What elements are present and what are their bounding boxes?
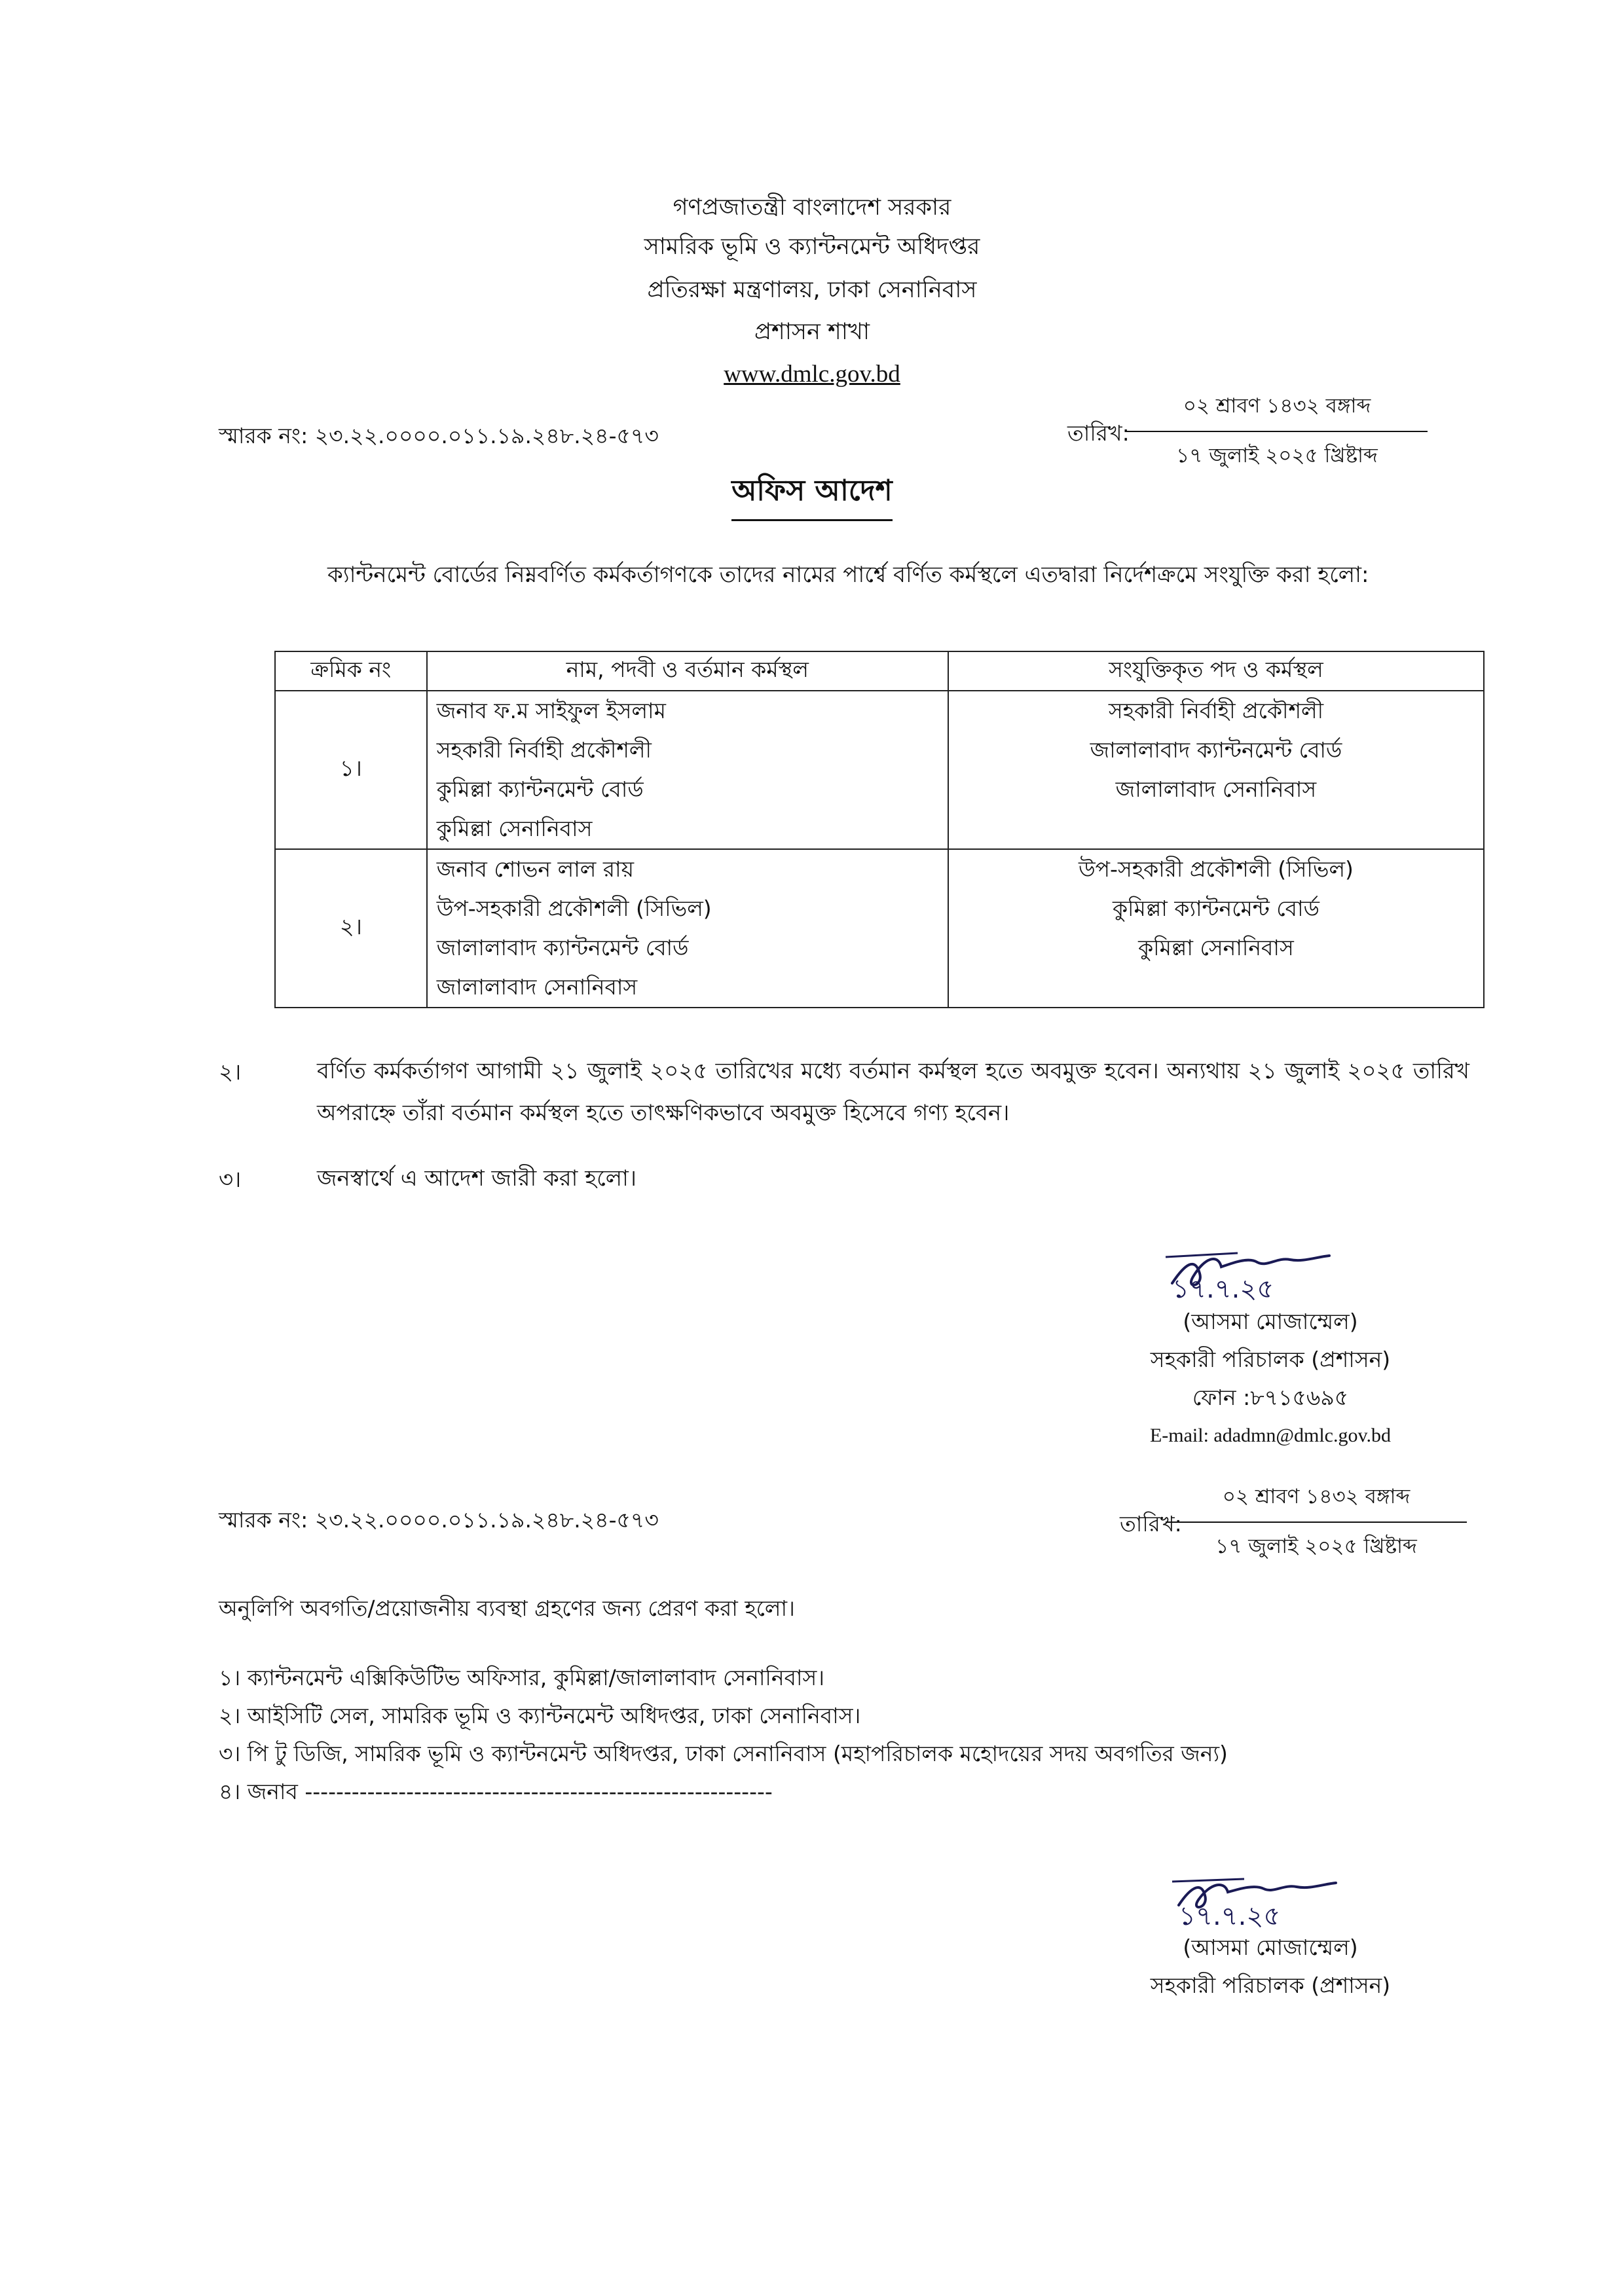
row-serial: ২। — [275, 849, 427, 1008]
attached-cantonment: জালালাবাদ সেনানিবাস — [1115, 776, 1317, 802]
table-row — [275, 691, 1484, 849]
col-header-current: নাম, পদবী ও বর্তমান কর্মস্থল — [427, 651, 948, 691]
header-section: প্রশাসন শাখা — [754, 319, 870, 345]
current-board: জালালাবাদ ক্যান্টনমেন্ট বোর্ড — [436, 935, 689, 960]
list-item: ১। ক্যান্টনমেন্ট এক্সিকিউটিভ অফিসার, কুমিল্লা/জালালাবাদ সেনানিবাস। — [219, 1665, 825, 1690]
list-item: ৪। জনাব ------------------------------------------------------------ — [219, 1779, 773, 1804]
row-serial: ১। — [275, 691, 427, 849]
row-attached-cell — [948, 849, 1484, 1008]
date-label: তারিখ: — [1067, 420, 1130, 446]
col-header-serial: ক্রমিক নং — [275, 651, 427, 691]
date-english: ১৭ জুলাই ২০২৫ খ্রিষ্টাব্দ — [1176, 444, 1378, 467]
col-header-attached: সংযুক্তিকৃত পদ ও কর্মস্থল — [948, 651, 1484, 691]
header-government: গণপ্রজাতন্ত্রী বাংলাদেশ সরকার — [673, 194, 951, 221]
current-name: জনাব ফ.ম সাইফুল ইসলাম — [436, 698, 666, 723]
point-text: জনস্বার্থে এ আদেশ জারী করা হলো। — [317, 1165, 637, 1192]
signature-block-1 — [1087, 1303, 1454, 1455]
attached-board: জালালাবাদ ক্যান্টনমেন্ট বোর্ড — [1090, 737, 1342, 763]
current-name: জনাব শোভন লাল রায় — [436, 856, 635, 882]
signatory-designation: সহকারী পরিচালক (প্রশাসন) — [1150, 1973, 1391, 1998]
row-attached-cell — [948, 691, 1484, 849]
intro-paragraph: ক্যান্টনমেন্ট বোর্ডের নিম্নবর্ণিত কর্মকর্তাগণকে তাদের নামের পার্শ্বে বর্ণিত কর্মস্থলে এতদ্বারা নির্দেশক্রমে সংযুক্তি করা হলো: — [327, 562, 1369, 588]
table-row — [275, 849, 1484, 1008]
point-number: ২। — [219, 1059, 242, 1085]
assignment-table — [274, 651, 1485, 1008]
handwritten-date: ১৭.৭.২৫ — [1172, 1274, 1274, 1303]
signatory-name: (আসমা মোজাম্মেল) — [1183, 1935, 1358, 1960]
signature-block-2 — [1087, 1929, 1454, 2005]
point-text: বর্ণিত কর্মকর্তাগণ আগামী ২১ জুলাই ২০২৫ তারিখের মধ্যে বর্তমান কর্মস্থল হতে অবমুক্ত হবেন। অন্যথায় ২১ জুলাই ২০২৫ তারিখ অপরাহ্নে তাঁরা বর্তমান কর্মস্থল হতে তাৎক্ষণিকভাবে অবমুক্ত হিসেবে গণ্য হবেন। — [317, 1058, 1469, 1126]
table-header-row — [275, 651, 1484, 691]
handwritten-signature — [1159, 1237, 1369, 1303]
page-title: অফিস আদেশ — [731, 469, 892, 521]
list-item: ২। আইসিটি সেল, সামরিক ভূমি ও ক্যান্টনমেন্ট অধিদপ্তর, ঢাকা সেনানিবাস। — [219, 1703, 861, 1728]
copy-list — [219, 1659, 1228, 1811]
attached-cantonment: কুমিল্লা সেনানিবাস — [1138, 935, 1294, 960]
copy-intro: অনুলিপি অবগতি/প্রয়োজনীয় ব্যবস্থা গ্রহণের জন্য প্রেরণ করা হলো। — [219, 1595, 795, 1621]
signatory-phone: ফোন :৮৭১৫৬৯৫ — [1192, 1385, 1349, 1410]
signatory-designation: সহকারী পরিচালক (প্রশাসন) — [1150, 1347, 1391, 1372]
memo-number-2: স্মারক নং: ২৩.২২.০০০০.০১১.১৯.২৪৮.২৪-৫৭৩ — [219, 1507, 659, 1533]
date-english: ১৭ জুলাই ২০২৫ খ্রিষ্টাব্দ — [1215, 1535, 1417, 1558]
handwritten-date: ১৭.৭.২৫ — [1179, 1901, 1281, 1931]
current-cantonment: কুমিল্লা সেনানিবাস — [436, 816, 593, 841]
signatory-email: E-mail: adadmn@dmlc.gov.bd — [1149, 1425, 1392, 1446]
current-designation: সহকারী নির্বাহী প্রকৌশলী — [436, 737, 652, 763]
memo-number: স্মারক নং: ২৩.২২.০০০০.০১১.১৯.২৪৮.২৪-৫৭৩ — [219, 423, 659, 448]
attached-board: কুমিল্লা ক্যান্টনমেন্ট বোর্ড — [1112, 896, 1320, 921]
website-link[interactable]: www.dmlc.gov.bd — [724, 361, 900, 388]
date-bangla: ০২ শ্রাবণ ১৪৩২ বঙ্গাব্দ — [1166, 1481, 1467, 1523]
attached-designation: সহকারী নির্বাহী প্রকৌশলী — [1108, 698, 1324, 723]
date-label-2: তারিখ: — [1120, 1511, 1182, 1537]
row-current-cell — [427, 691, 948, 849]
header-department: সামরিক ভূমি ও ক্যান্টনমেন্ট অধিদপ্তর — [644, 234, 980, 260]
row-current-cell — [427, 849, 948, 1008]
date-block-2 — [1166, 1481, 1467, 1565]
date-bangla: ০২ শ্রাবণ ১৪৩২ বঙ্গাব্দ — [1126, 390, 1428, 432]
signatory-name: (আসমা মোজাম্মেল) — [1183, 1309, 1358, 1334]
list-item: ৩। পি টু ডিজি, সামরিক ভূমি ও ক্যান্টনমেন্ট অধিদপ্তর, ঢাকা সেনানিবাস (মহাপরিচালক মহোদয়ের সদয় অবগতির জন্য) — [219, 1741, 1228, 1766]
current-designation: উপ-সহকারী প্রকৌশলী (সিভিল) — [436, 896, 712, 921]
attached-designation: উপ-সহকারী প্রকৌশলী (সিভিল) — [1078, 856, 1354, 882]
handwritten-signature — [1166, 1866, 1375, 1931]
header-ministry: প্রতিরক্ষা মন্ত্রণালয়, ঢাকা সেনানিবাস — [647, 277, 977, 303]
current-board: কুমিল্লা ক্যান্টনমেন্ট বোর্ড — [436, 776, 644, 802]
current-cantonment: জালালাবাদ সেনানিবাস — [436, 974, 638, 1000]
date-block — [1126, 390, 1428, 474]
point-number: ৩। — [219, 1167, 242, 1193]
